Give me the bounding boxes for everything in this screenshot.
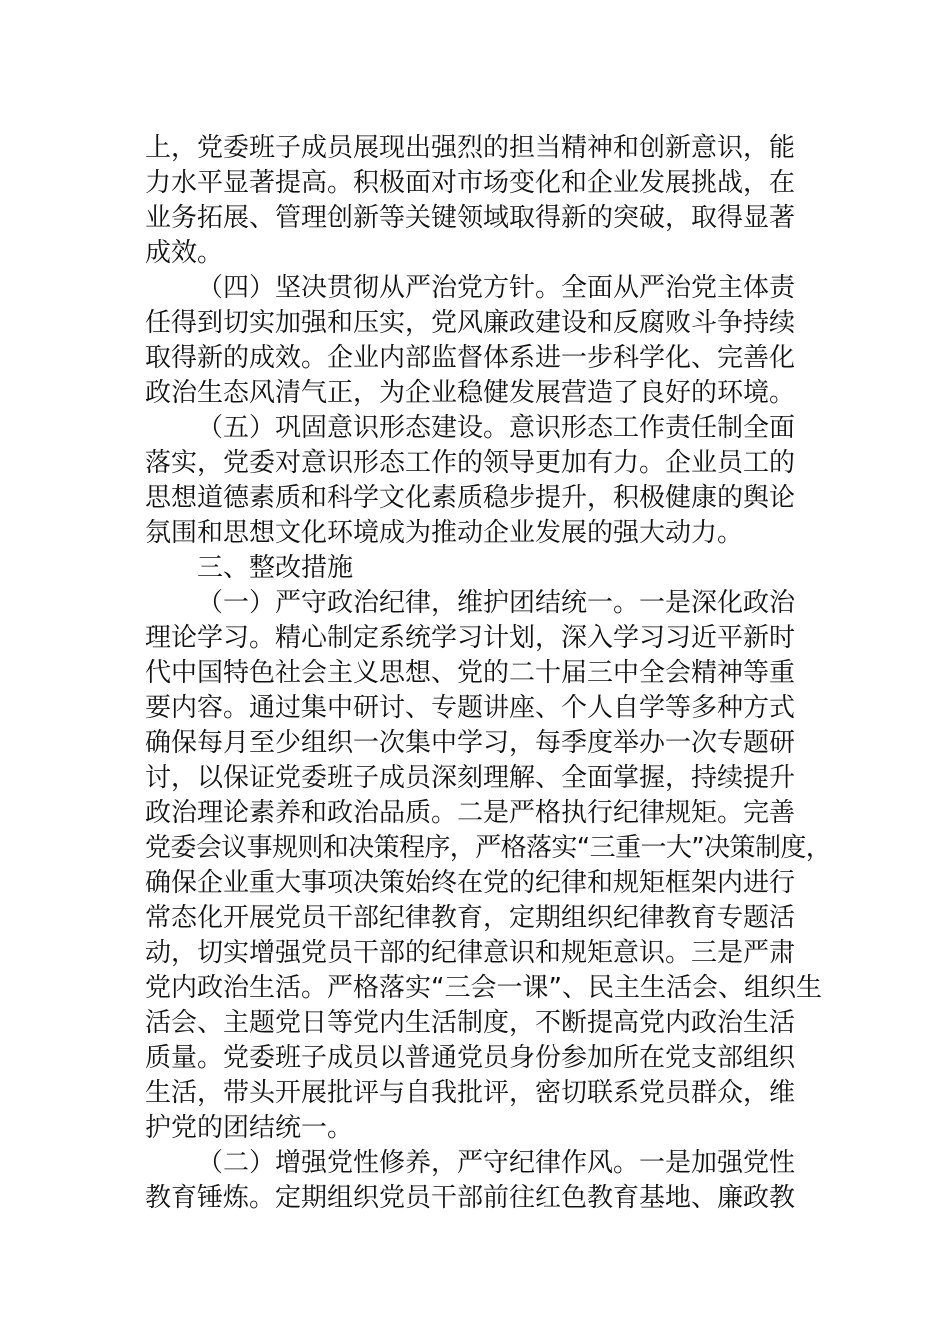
text-line: 常态化开展党员干部纪律教育，定期组织纪律教育专题活: [145, 903, 796, 933]
text-line: 确保企业重大事项决策始终在党的纪律和规矩框架内进行: [145, 868, 796, 898]
text-line: 护党的团结统一。: [145, 1113, 354, 1143]
text-line: 落实，党委对意识形态工作的领导更加有力。企业员工的: [145, 448, 796, 478]
text-line: 动，切实增强党员干部的纪律意识和规矩意识。三是严肃: [145, 938, 796, 968]
text-line: 取得新的成效。企业内部监督体系进一步科学化、完善化: [145, 343, 796, 373]
text-line: 任得到切实加强和压实，党风廉政建设和反腐败斗争持续: [145, 308, 796, 338]
paragraph-first-line: （四）坚决贯彻从严治党方针。全面从严治党主体责: [197, 273, 796, 303]
section-heading: 三、整改措施: [197, 553, 354, 583]
text-line: 教育锤炼。定期组织党员干部前往红色教育基地、廉政教: [145, 1183, 796, 1213]
text-line: 思想道德素质和科学文化素质稳步提升，积极健康的舆论: [145, 483, 796, 513]
text-line: 质量。党委班子成员以普通党员身份参加所在党支部组织: [145, 1043, 796, 1073]
text-line: 上，党委班子成员展现出强烈的担当精神和创新意识，能: [145, 133, 796, 163]
text-line: 确保每月至少组织一次集中学习，每季度举办一次专题研: [145, 728, 796, 758]
text-line: 理论学习。精心制定系统学习计划，深入学习习近平新时: [145, 623, 796, 653]
paragraph-first-line: （五）巩固意识形态建设。意识形态工作责任制全面: [197, 413, 796, 443]
text-line: 成效。: [145, 238, 224, 268]
paragraph-first-line: （二）增强党性修养，严守纪律作风。一是加强党性: [197, 1148, 796, 1178]
text-line: 代中国特色社会主义思想、党的二十届三中全会精神等重: [145, 658, 796, 688]
paragraph-first-line: （一）严守政治纪律，维护团结统一。一是深化政治: [197, 588, 796, 618]
text-line: 讨，以保证党委班子成员深刻理解、全面掌握，持续提升: [145, 763, 796, 793]
text-line: 政治理论素养和政治品质。二是严格执行纪律规矩。完善: [145, 798, 796, 828]
text-line: 要内容。通过集中研讨、专题讲座、个人自学等多种方式: [145, 693, 796, 723]
text-line: 党委会议事规则和决策程序，严格落实“三重一大”决策制度，: [145, 833, 832, 863]
text-line: 政治生态风清气正，为企业稳健发展营造了良好的环境。: [145, 378, 796, 408]
text-line: 力水平显著提高。积极面对市场变化和企业发展挑战，在: [145, 168, 796, 198]
text-line: 生活，带头开展批评与自我批评，密切联系党员群众，维: [145, 1078, 796, 1108]
text-line: 氛围和思想文化环境成为推动企业发展的强大动力。: [145, 518, 744, 548]
text-line: 业务拓展、管理创新等关键领域取得新的突破，取得显著: [145, 203, 796, 233]
text-line: 党内政治生活。严格落实“三会一课”、民主生活会、组织生: [145, 973, 822, 1003]
text-line: 活会、主题党日等党内生活制度，不断提高党内政治生活: [145, 1008, 796, 1038]
